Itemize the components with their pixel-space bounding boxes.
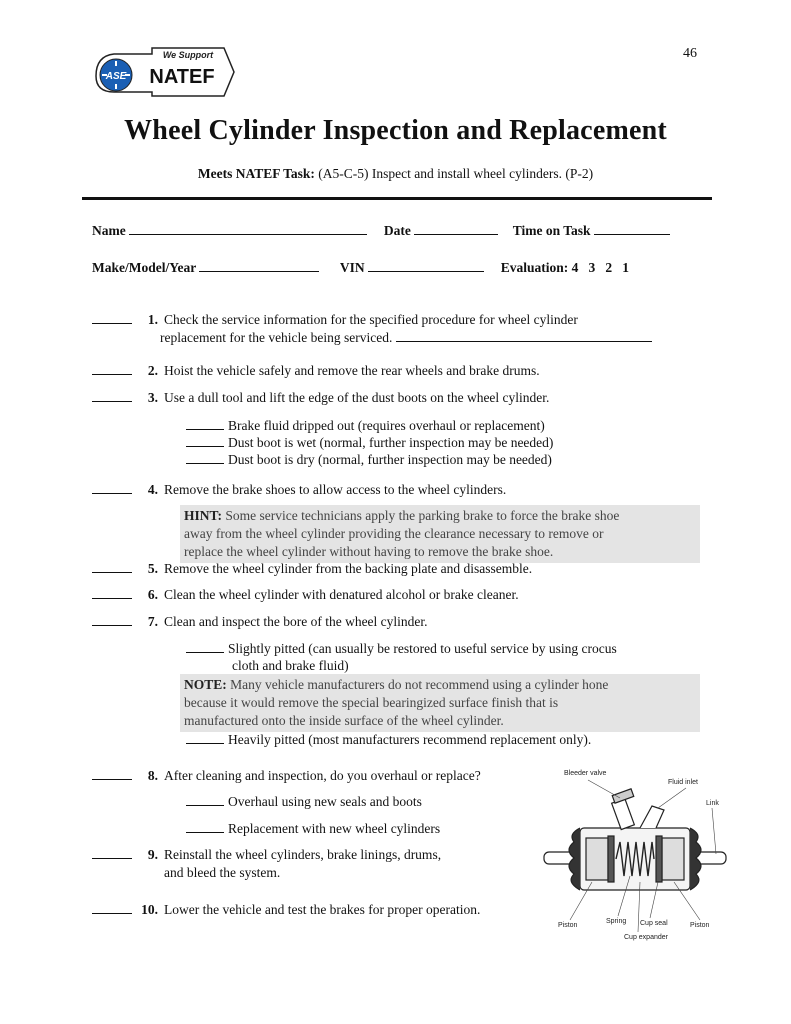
option-text: Dust boot is wet (normal, further inspection may be needed) — [228, 435, 554, 450]
note-text-line-2: because it would remove the special bearingized surface finish that is — [184, 695, 559, 710]
step-number: 5. — [147, 561, 158, 576]
label-spring: Spring — [606, 918, 627, 925]
note-label: NOTE: — [184, 677, 227, 692]
label-cup-expander: Cup expander — [624, 934, 668, 941]
option-checkbox[interactable] — [186, 732, 224, 744]
vin-label: VIN — [339, 260, 365, 275]
step-text: Hoist the vehicle safely and remove the rear wheels and brake drums. — [164, 363, 540, 378]
option-checkbox[interactable] — [186, 452, 224, 464]
vin-field[interactable] — [368, 259, 484, 272]
step-number: 3. — [147, 390, 158, 405]
label-piston-left: Piston — [558, 922, 578, 929]
evaluation-label: Evaluation: — [500, 260, 569, 275]
step-7-option-heavy — [186, 731, 591, 749]
step-4 — [92, 481, 506, 499]
header-divider — [82, 197, 712, 200]
step-2 — [92, 362, 540, 380]
step-3-option-2 — [186, 434, 553, 452]
hint-text-line-2: away from the wheel cylinder providing the clearance necessary to remove or — [184, 526, 604, 541]
step-text: Clean and inspect the bore of the wheel cylinder. — [164, 614, 428, 629]
option-text: Replacement with new wheel cylinders — [228, 821, 441, 836]
label-cup-seal: Cup seal — [640, 920, 668, 927]
field-row-1 — [92, 222, 670, 239]
time-on-task-field[interactable] — [594, 222, 670, 235]
label-bleeder-valve: Bleeder valve — [564, 770, 607, 777]
step-9-checkbox[interactable] — [92, 847, 132, 859]
option-text: Heavily pitted (most manufacturers recommend replacement only). — [228, 732, 592, 747]
step-text: Reinstall the wheel cylinders, brake linings, drums, — [164, 847, 442, 862]
step-number: 4. — [147, 482, 158, 497]
option-checkbox[interactable] — [186, 418, 224, 430]
step-text: Lower the vehicle and test the brakes for proper operation. — [164, 902, 481, 917]
time-on-task-label: Time on Task — [512, 223, 591, 238]
page-number: 46 — [683, 46, 697, 61]
date-field[interactable] — [414, 222, 498, 235]
label-piston-right: Piston — [690, 922, 710, 929]
step-text: Remove the wheel cylinder from the backing plate and disassemble. — [164, 561, 533, 576]
step-number: 2. — [147, 363, 158, 378]
step-1-checkbox[interactable] — [92, 312, 132, 324]
note-text-line-3: manufactured onto the inside surface of the wheel cylinder. — [184, 713, 504, 728]
step-5 — [92, 560, 532, 578]
step-1-cont — [160, 329, 652, 347]
page-title: Wheel Cylinder Inspection and Replacement — [124, 115, 667, 146]
evaluation-scale[interactable]: 4 3 2 1 — [571, 260, 630, 275]
service-info-field[interactable] — [396, 329, 652, 342]
step-1 — [92, 311, 578, 329]
step-text: Check the service information for the specified procedure for wheel cylinder — [164, 312, 578, 327]
make-model-year-label: Make/Model/Year — [92, 260, 196, 275]
step-9 — [92, 846, 441, 864]
step-number: 8. — [147, 768, 158, 783]
natef-logo — [92, 42, 242, 104]
hint-text-line-3: replace the wheel cylinder without having to remove the brake shoe. — [184, 544, 554, 559]
step-number: 9. — [147, 847, 158, 862]
step-3-option-1 — [186, 417, 545, 435]
option-checkbox[interactable] — [186, 794, 224, 806]
svg-text:NATEF: NATEF — [149, 66, 215, 88]
step-7-option-slight-cont: cloth and brake fluid) — [232, 658, 349, 673]
step-2-checkbox[interactable] — [92, 363, 132, 375]
step-8-option-2 — [186, 820, 440, 838]
option-text: Slightly pitted (can usually be restored to useful service by using crocus — [228, 641, 617, 656]
step-3-checkbox[interactable] — [92, 390, 132, 402]
step-8-option-1 — [186, 793, 422, 811]
step-text: Remove the brake shoes to allow access to the wheel cylinders. — [164, 482, 507, 497]
step-6-checkbox[interactable] — [92, 587, 132, 599]
svg-text:ASE: ASE — [105, 71, 127, 82]
step-9-cont: and bleed the system. — [164, 865, 281, 880]
make-model-year-field[interactable] — [199, 259, 319, 272]
task-label: Meets NATEF Task: — [197, 166, 315, 181]
label-link: Link — [706, 800, 719, 807]
wheel-cylinder-diagram — [540, 770, 730, 950]
step-text: Use a dull tool and lift the edge of the dust boots on the wheel cylinder. — [164, 390, 550, 405]
step-3 — [92, 389, 549, 407]
svg-text:We Support: We Support — [162, 50, 214, 60]
option-text: Brake fluid dripped out (requires overhaul or replacement) — [228, 418, 545, 433]
option-text: Dust boot is dry (normal, further inspection may be needed) — [228, 452, 552, 467]
name-field[interactable] — [129, 222, 367, 235]
field-row-2 — [92, 259, 629, 276]
step-8 — [92, 767, 481, 785]
step-10 — [92, 901, 480, 919]
step-7 — [92, 613, 428, 631]
step-number: 1. — [147, 312, 158, 327]
step-number: 7. — [147, 614, 158, 629]
option-checkbox[interactable] — [186, 435, 224, 447]
step-5-checkbox[interactable] — [92, 561, 132, 573]
step-7-checkbox[interactable] — [92, 614, 132, 626]
option-checkbox[interactable] — [186, 821, 224, 833]
name-label: Name — [92, 223, 126, 238]
note-box — [180, 674, 700, 732]
note-text: Many vehicle manufacturers do not recommend using a cylinder hone — [230, 677, 609, 692]
step-text: replacement for the vehicle being serviced. — [160, 330, 393, 345]
task-text: (A5-C-5) Inspect and install wheel cylinders. (P-2) — [318, 166, 594, 181]
hint-text: Some service technicians apply the parking brake to force the brake shoe — [225, 508, 620, 523]
step-4-checkbox[interactable] — [92, 482, 132, 494]
step-3-option-3 — [186, 451, 552, 469]
option-checkbox[interactable] — [186, 641, 224, 653]
natef-task — [0, 166, 791, 182]
step-8-checkbox[interactable] — [92, 768, 132, 780]
step-7-option-slight — [186, 640, 617, 658]
step-6 — [92, 586, 519, 604]
hint-box — [180, 505, 700, 563]
option-text: Overhaul using new seals and boots — [228, 794, 422, 809]
hint-label: HINT: — [184, 508, 223, 523]
step-number: 10. — [141, 902, 158, 917]
step-10-checkbox[interactable] — [92, 902, 132, 914]
date-label: Date — [383, 223, 411, 238]
label-fluid-inlet: Fluid inlet — [668, 779, 698, 786]
step-text: Clean the wheel cylinder with denatured alcohol or brake cleaner. — [164, 587, 519, 602]
step-text: After cleaning and inspection, do you overhaul or replace? — [164, 768, 481, 783]
step-number: 6. — [147, 587, 158, 602]
